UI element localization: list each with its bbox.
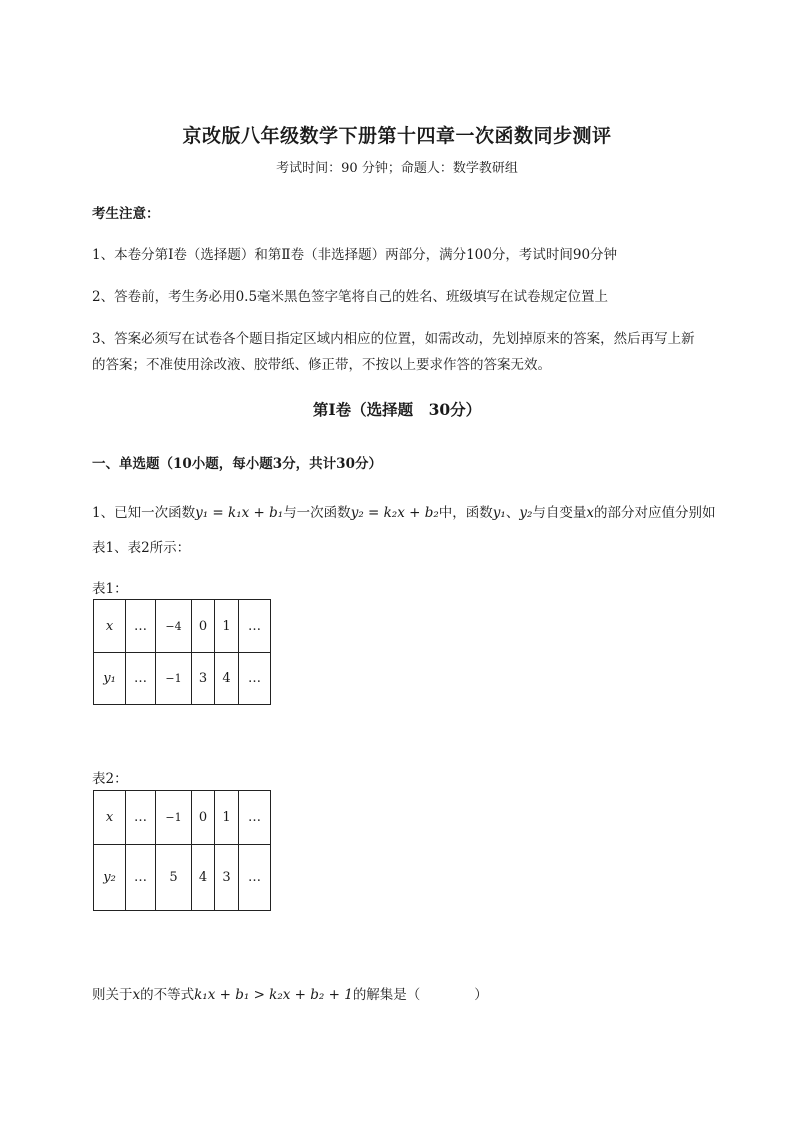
table-cell: … — [126, 791, 156, 845]
table-cell: −1 — [156, 653, 192, 705]
table-2-row-y — [94, 845, 271, 911]
q1-text-d: 、 — [505, 505, 520, 521]
table-cell: … — [239, 653, 271, 705]
notice-heading: 考生注意： — [92, 206, 160, 222]
notice-item-1: 1、本卷分第Ⅰ卷（选择题）和第Ⅱ卷（非选择题）两部分，满分100分，考试时间90分钟 — [92, 247, 618, 263]
page-title: 京改版八年级数学下册第十四章一次函数同步测评 — [182, 125, 612, 147]
notice-item-3-cont: 的答案；不准使用涂改液、胶带纸、修正带，不按以上要求作答的答案无效。 — [92, 357, 551, 373]
table-cell: 4 — [215, 653, 239, 705]
question-1-stem — [92, 501, 716, 521]
q1-var-y1: y₁ — [492, 505, 506, 521]
table-cell: … — [239, 845, 271, 911]
table-cell: 4 — [192, 845, 215, 911]
table-cell: 0 — [192, 600, 215, 653]
notice-item-2: 2、答卷前，考生务必用0.5毫米黑色签字笔将自己的姓名、班级填写在试卷规定位置上 — [92, 289, 609, 305]
question-1-stem-cont: 表1、表2所示： — [92, 540, 191, 556]
notice-item-3: 3、答案必须写在试卷各个题目指定区域内相应的位置，如需改动，先划掉原来的答案，然后再写上新 — [92, 331, 695, 347]
q1-var-y2: y₂ — [519, 505, 533, 521]
q1-var-x: x — [586, 505, 594, 521]
table-cell: … — [239, 791, 271, 845]
q1-text-e: 与自变量 — [532, 505, 587, 521]
exam-info: 考试时间：90 分钟；命题人：数学教研组 — [276, 161, 518, 176]
table-2 — [93, 790, 271, 911]
q1-ask-x: x — [132, 987, 141, 1003]
table-cell: x — [94, 791, 126, 845]
q1-formula-y1: y₁ = k₁x + b₁ — [195, 505, 284, 521]
table-cell: … — [126, 845, 156, 911]
table-1-row-y — [94, 653, 271, 705]
table-1-label: 表1： — [92, 581, 128, 597]
table-cell: y₂ — [94, 845, 126, 911]
q1-ask-a: 则关于 — [92, 987, 133, 1003]
table-cell: y₁ — [94, 653, 126, 705]
q1-inequality: k₁x + b₁ > k₂x + b₂ + 1 — [194, 987, 353, 1003]
q1-text-c: 中，函数 — [438, 505, 493, 521]
q1-formula-y2: y₂ = k₂x + b₂ — [350, 505, 439, 521]
table-cell: 0 — [192, 791, 215, 845]
question-1-ask — [92, 983, 488, 1003]
q1-ask-c: 的解集是（ ） — [352, 987, 488, 1003]
table-cell: −1 — [156, 791, 192, 845]
q1-text-a: 1、已知一次函数 — [92, 505, 196, 521]
table-cell: … — [126, 653, 156, 705]
part-heading: 一、单选题（10小题，每小题3分，共计30分） — [92, 456, 382, 472]
section-title: 第Ⅰ卷（选择题 30分） — [312, 400, 482, 419]
table-1-row-x — [94, 600, 271, 653]
q1-text-b: 与一次函数 — [283, 505, 351, 521]
table-cell: … — [239, 600, 271, 653]
table-cell: 1 — [215, 600, 239, 653]
q1-ask-b: 的不等式 — [140, 987, 195, 1003]
table-cell: 3 — [215, 845, 239, 911]
table-2-label: 表2： — [92, 771, 128, 787]
table-cell: 3 — [192, 653, 215, 705]
table-2-row-x — [94, 791, 271, 845]
table-cell: 1 — [215, 791, 239, 845]
table-cell: … — [126, 600, 156, 653]
table-cell: 5 — [156, 845, 192, 911]
table-1 — [93, 599, 271, 705]
table-cell: −4 — [156, 600, 192, 653]
table-cell: x — [94, 600, 126, 653]
q1-text-f: 的部分对应值分别如 — [594, 505, 716, 521]
